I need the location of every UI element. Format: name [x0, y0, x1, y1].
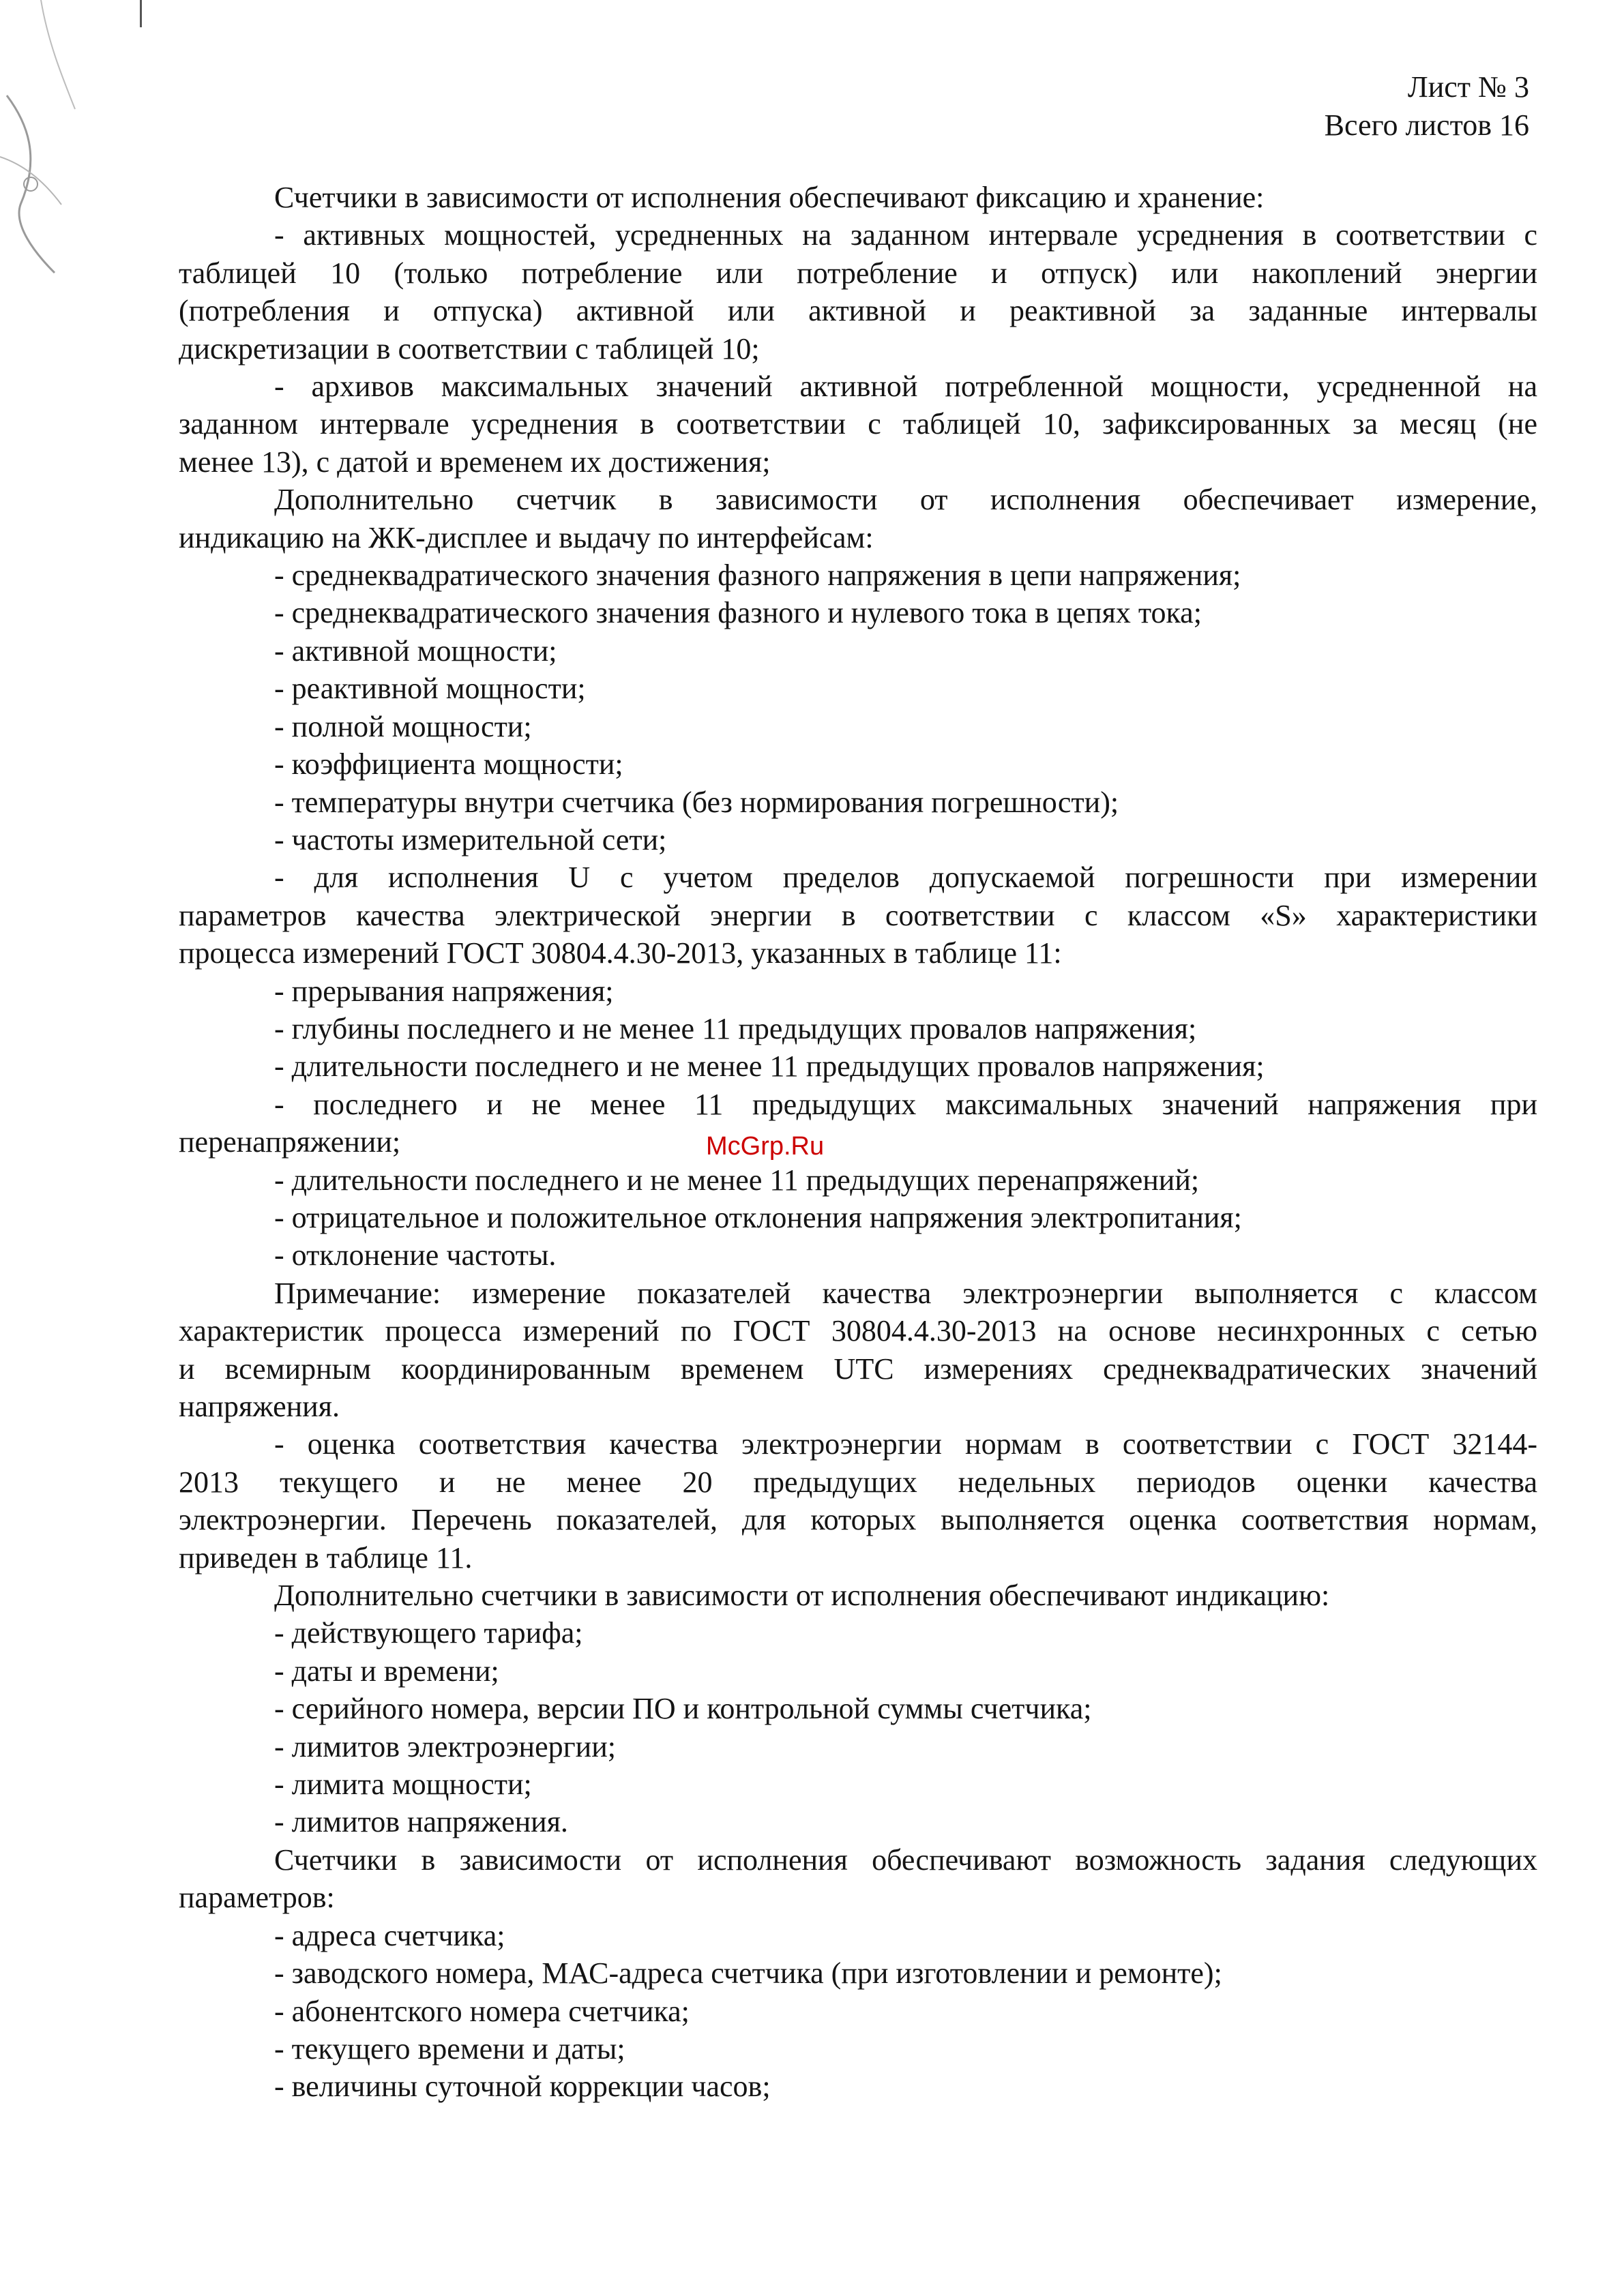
text-line: заданном интервале усреднения в соответствии с таблицей 10, зафиксированных за месяц (не — [179, 407, 1537, 441]
text-line: напряжения. — [179, 1390, 340, 1423]
text-line: Примечание: измерение показателей качества электроэнергии выполняется с классом — [274, 1276, 1537, 1310]
sheet-number: Лист № 3 — [1407, 70, 1529, 104]
text-line: - величины суточной коррекции часов; — [274, 2070, 771, 2104]
text-line: менее 13), с датой и временем их достижения; — [179, 445, 771, 479]
text-line: - частоты измерительной сети; — [274, 822, 667, 856]
text-line: - полной мощности; — [274, 709, 532, 743]
text-line: Счетчики в зависимости от исполнения обеспечивают фиксацию и хранение: — [274, 181, 1265, 214]
text-line: - отрицательное и положительное отклонения напряжения электропитания; — [274, 1200, 1242, 1234]
text-line: - абонентского номера счетчика; — [274, 1994, 690, 2028]
text-line: таблицей 10 (только потребление или потребление и отпуск) или накоплений энергии — [179, 256, 1537, 290]
text-line: параметров качества электрической энергии в соответствии с классом «S» характеристики — [179, 898, 1537, 932]
text-line: дискретизации в соответствии с таблицей 10; — [179, 331, 760, 366]
text-line: 2013 текущего и не менее 20 предыдущих недельных периодов оценки качества — [179, 1465, 1537, 1499]
text-line: - текущего времени и даты; — [274, 2031, 625, 2066]
text-line: и всемирным координированным временем UTC измерениях среднеквадратических значений — [179, 1352, 1537, 1386]
watermark-text: McGrp.Ru — [706, 1132, 825, 1161]
text-line: - активной мощности; — [274, 633, 557, 668]
text-line: - прерывания напряжения; — [274, 974, 614, 1008]
text-line: электроэнергии. Перечень показателей, для которых выполняется оценка соответствия нормам, — [179, 1503, 1537, 1537]
text-line: - среднеквадратического значения фазного и нулевого тока в цепях тока; — [274, 596, 1202, 630]
text-line: индикацию на ЖК-дисплее и выдачу по интерфейсам: — [179, 520, 874, 554]
text-line: процесса измерений ГОСТ 30804.4.30-2013, указанных в таблице 11: — [179, 936, 1062, 970]
text-line: - лимитов напряжения. — [274, 1805, 568, 1839]
text-line: - длительности последнего и не менее 11 предыдущих провалов напряжения; — [274, 1049, 1265, 1084]
text-line: - адреса счетчика; — [274, 1918, 505, 1952]
text-line: - температуры внутри счетчика (без нормирования погрешности); — [274, 785, 1119, 819]
text-line: параметров: — [179, 1881, 335, 1915]
text-line: - длительности последнего и не менее 11 предыдущих перенапряжений; — [274, 1163, 1200, 1197]
text-line: - для исполнения U с учетом пределов допускаемой погрешности при измерении — [274, 861, 1537, 895]
text-line: - среднеквадратического значения фазного напряжения в цепи напряжения; — [274, 558, 1241, 593]
sheet-header — [1325, 68, 1529, 145]
text-line: - глубины последнего и не менее 11 предыдущих провалов напряжения; — [274, 1011, 1197, 1045]
text-line: - отклонение частоты. — [274, 1238, 557, 1272]
text-line: - активных мощностей, усредненных на заданном интервале усреднения в соответствии с — [274, 218, 1537, 252]
text-line: (потребления и отпуска) активной или активной и реактивной за заданные интервалы — [179, 294, 1537, 328]
text-line: характеристик процесса измерений по ГОСТ 30804.4.30-2013 на основе несинхронных с сетью — [179, 1314, 1537, 1348]
total-sheets: Всего листов 16 — [1324, 108, 1529, 142]
text-line: Счетчики в зависимости от исполнения обеспечивают возможность задания следующих — [274, 1843, 1537, 1877]
text-line: перенапряжении; — [179, 1125, 401, 1159]
page-edge-mark — [140, 0, 142, 27]
binding-thread-graphic — [0, 0, 102, 286]
text-line: - последнего и не менее 11 предыдущих максимальных значений напряжения при — [274, 1087, 1537, 1121]
text-line: - оценка соответствия качества электроэнергии нормам в соответствии с ГОСТ 32144- — [274, 1427, 1537, 1461]
text-line: - лимитов электроэнергии; — [274, 1729, 616, 1763]
text-line: - лимита мощности; — [274, 1768, 532, 1802]
text-line: - реактивной мощности; — [274, 672, 586, 706]
text-line: - действующего тарифа; — [274, 1616, 583, 1650]
document-body — [179, 179, 1537, 2106]
text-line: - даты и времени; — [274, 1654, 499, 1688]
text-line: - коэффициента мощности; — [274, 747, 623, 781]
text-line: - архивов максимальных значений активной потребленной мощности, усредненной на — [274, 370, 1537, 404]
text-line: Дополнительно счетчик в зависимости от исполнения обеспечивает измерение, — [274, 483, 1537, 517]
text-line: - заводского номера, МАС-адреса счетчика (при изготовлении и ремонте); — [274, 1956, 1222, 1991]
text-line: приведен в таблице 11. — [179, 1540, 473, 1575]
text-line: Дополнительно счетчики в зависимости от исполнения обеспечивают индикацию: — [274, 1579, 1330, 1613]
text-line: - серийного номера, версии ПО и контрольной суммы счетчика; — [274, 1692, 1092, 1726]
